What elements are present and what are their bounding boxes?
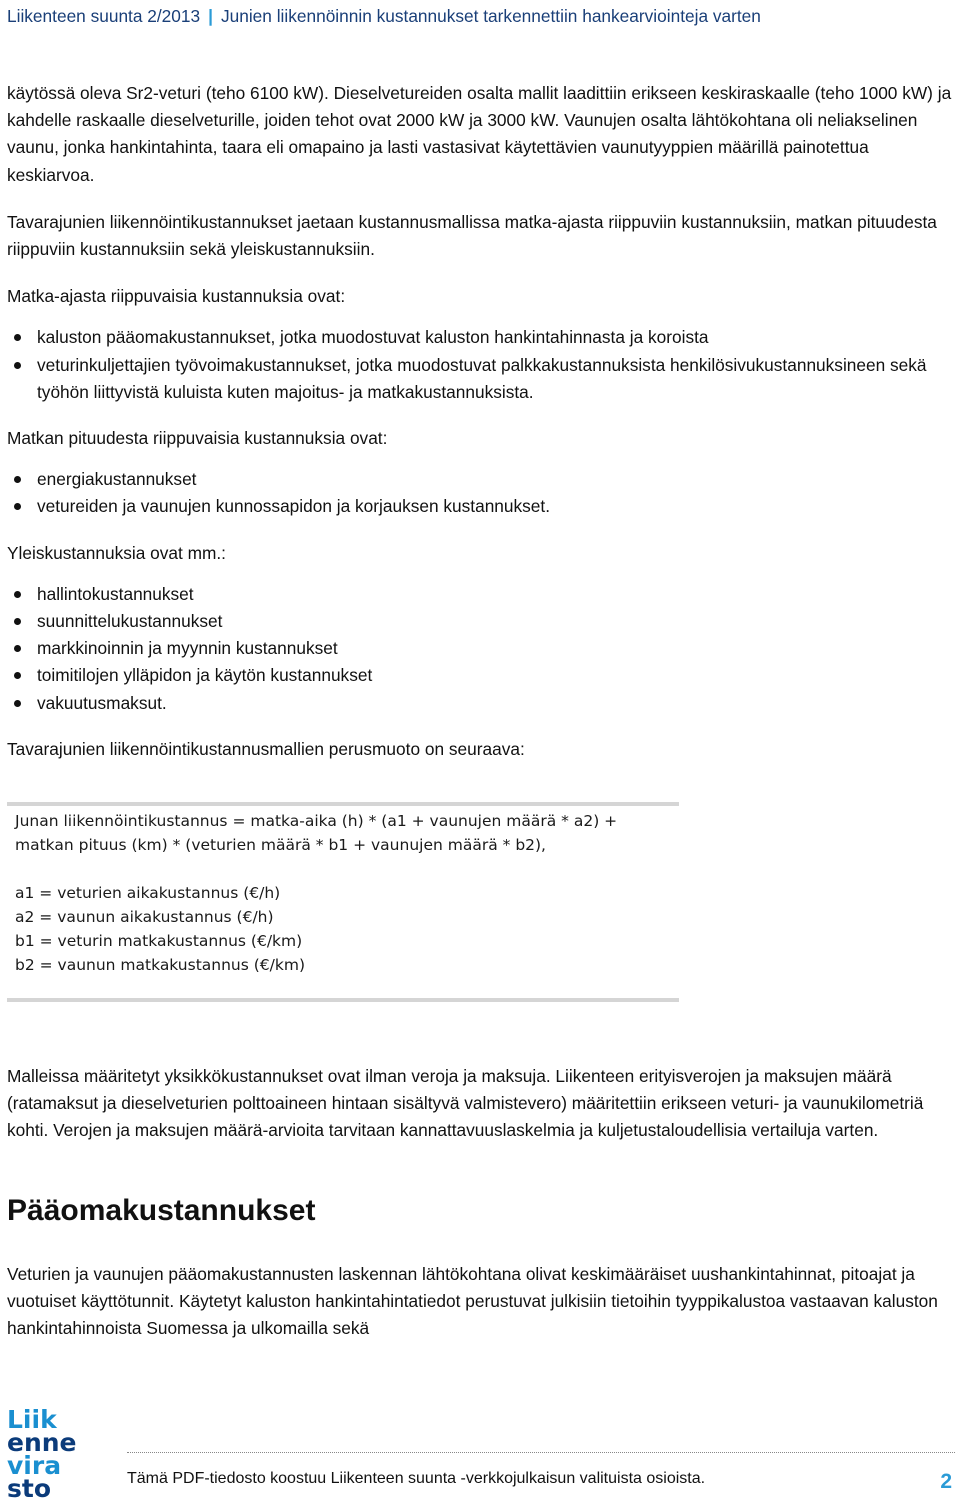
paragraph-3: Matka-ajasta riippuvaisia kustannuksia ovat: bbox=[7, 286, 346, 307]
list-item: vetureiden ja vaunujen kunnossapidon ja korjauksen kustannukset. bbox=[7, 493, 955, 520]
header-separator: | bbox=[208, 6, 213, 26]
distance-costs-list bbox=[7, 466, 955, 520]
list-item: veturinkuljettajien työvoimakustannukset, jotka muodostuvat palkkakustannuksista henkilösivukustannuksineen sekä työhön liittyvistä kuluista kuten majoitus- ja matkakustannuksista. bbox=[7, 352, 955, 406]
header-article-title: Junien liikennöinnin kustannukset tarkennettiin hankearviointeja varten bbox=[220, 6, 761, 26]
formula-a2: a2 = vaunun aikakustannus (€/h) bbox=[15, 908, 274, 926]
liikennevirasto-logo bbox=[7, 1405, 97, 1503]
formula-a1: a1 = veturien aikakustannus (€/h) bbox=[15, 884, 281, 902]
paragraph-1: käytössä oleva Sr2-veturi (teho 6100 kW). Dieselvetureiden osalta mallit laadittiin erikseen keskiraskaalle (teho 1000 kW) ja kahdelle raskaalle dieselveturille, joiden tehot ovat 2000 kW ja 3000 kW. Vaunujen osalta lähtökohtana oli neliakselinen vaunu, jonka hankintahinta, taara eli omapaino ja lasti vastasivat käytettävien vaunutyyppien määrillä painotettua keskiarvoa. bbox=[7, 83, 952, 185]
paragraph-overhead-costs: Yleiskustannuksia ovat mm.: bbox=[7, 542, 226, 563]
list-item: vakuutusmaksut. bbox=[7, 690, 955, 717]
paragraph-distance-costs: Matkan pituudesta riippuvaisia kustannuksia ovat: bbox=[7, 428, 388, 449]
formula-line-1: Junan liikennöintikustannus = matka-aika (h) * (a1 + vaunujen määrä * a2) + bbox=[15, 812, 618, 830]
list-item: kaluston pääomakustannukset, jotka muodostuvat kaluston hankintahinnasta ja koroista bbox=[7, 324, 955, 351]
list-item: suunnittelukustannukset bbox=[7, 608, 955, 635]
article-body bbox=[7, 80, 955, 783]
formula-image bbox=[7, 802, 679, 1002]
overhead-costs-list bbox=[7, 581, 955, 717]
footer-divider bbox=[127, 1452, 955, 1453]
header-publication: Liikenteen suunta 2/2013 bbox=[7, 6, 201, 26]
list-item: toimitilojen ylläpidon ja käytön kustannukset bbox=[7, 662, 955, 689]
logo-line: enne bbox=[7, 1428, 77, 1457]
section-heading: Pääomakustannukset bbox=[7, 1194, 316, 1227]
list-item: hallintokustannukset bbox=[7, 581, 955, 608]
formula-line-2: matkan pituus (km) * (veturien määrä * b1 + vaunujen määrä * b2), bbox=[15, 836, 546, 854]
page-number: 2 bbox=[940, 1470, 952, 1493]
paragraph-formula-intro: Tavarajunien liikennöintikustannusmallien perusmuoto on seuraava: bbox=[7, 738, 525, 759]
page-header bbox=[7, 5, 761, 27]
logo-line: sto bbox=[7, 1474, 52, 1503]
paragraph-2: Tavarajunien liikennöintikustannukset jaetaan kustannusmallissa matka-ajasta riippuviin kustannuksiin, matkan pituudesta riippuviin kustannuksiin sekä yleiskustannuksiin. bbox=[7, 211, 937, 260]
paragraph-capital-costs: Veturien ja vaunujen pääomakustannusten laskennan lähtökohtana olivat keskimääräiset uushankintahinnat, pitoajat ja vuotuiset käyttötunnit. Käytetyt kaluston hankintahintatiedot perustuvat julkisiin tietoihin tyyppikalustoa vastaavan kaluston hankintahinnoista Suomessa ja ulkomailla sekä bbox=[7, 1264, 938, 1339]
logo-line: Liik bbox=[7, 1405, 57, 1434]
footer-note: Tämä PDF-tiedosto koostuu Liikenteen suunta -verkkojulkaisun valituista osioista. bbox=[127, 1470, 706, 1487]
logo-line: vira bbox=[7, 1451, 62, 1480]
time-costs-list bbox=[7, 324, 955, 406]
formula-b2: b2 = vaunun matkakustannus (€/km) bbox=[15, 956, 306, 974]
paragraph-unit-costs: Malleissa määritetyt yksikkökustannukset ovat ilman veroja ja maksuja. Liikenteen erityisverojen ja maksujen määrä (ratamaksut ja dieselveturien polttoaineen hintaan sisältyvä valmistevero) määritettiin erikseen veturi- ja vaunukilometriä kohti. Verojen ja maksujen määrä-arvioita tarvitaan kannattavuuslaskelmia ja kuljetustaloudellisia vertailuja varten. bbox=[7, 1066, 924, 1141]
list-item: markkinoinnin ja myynnin kustannukset bbox=[7, 635, 955, 662]
formula-b1: b1 = veturin matkakustannus (€/km) bbox=[15, 932, 303, 950]
list-item: energiakustannukset bbox=[7, 466, 955, 493]
